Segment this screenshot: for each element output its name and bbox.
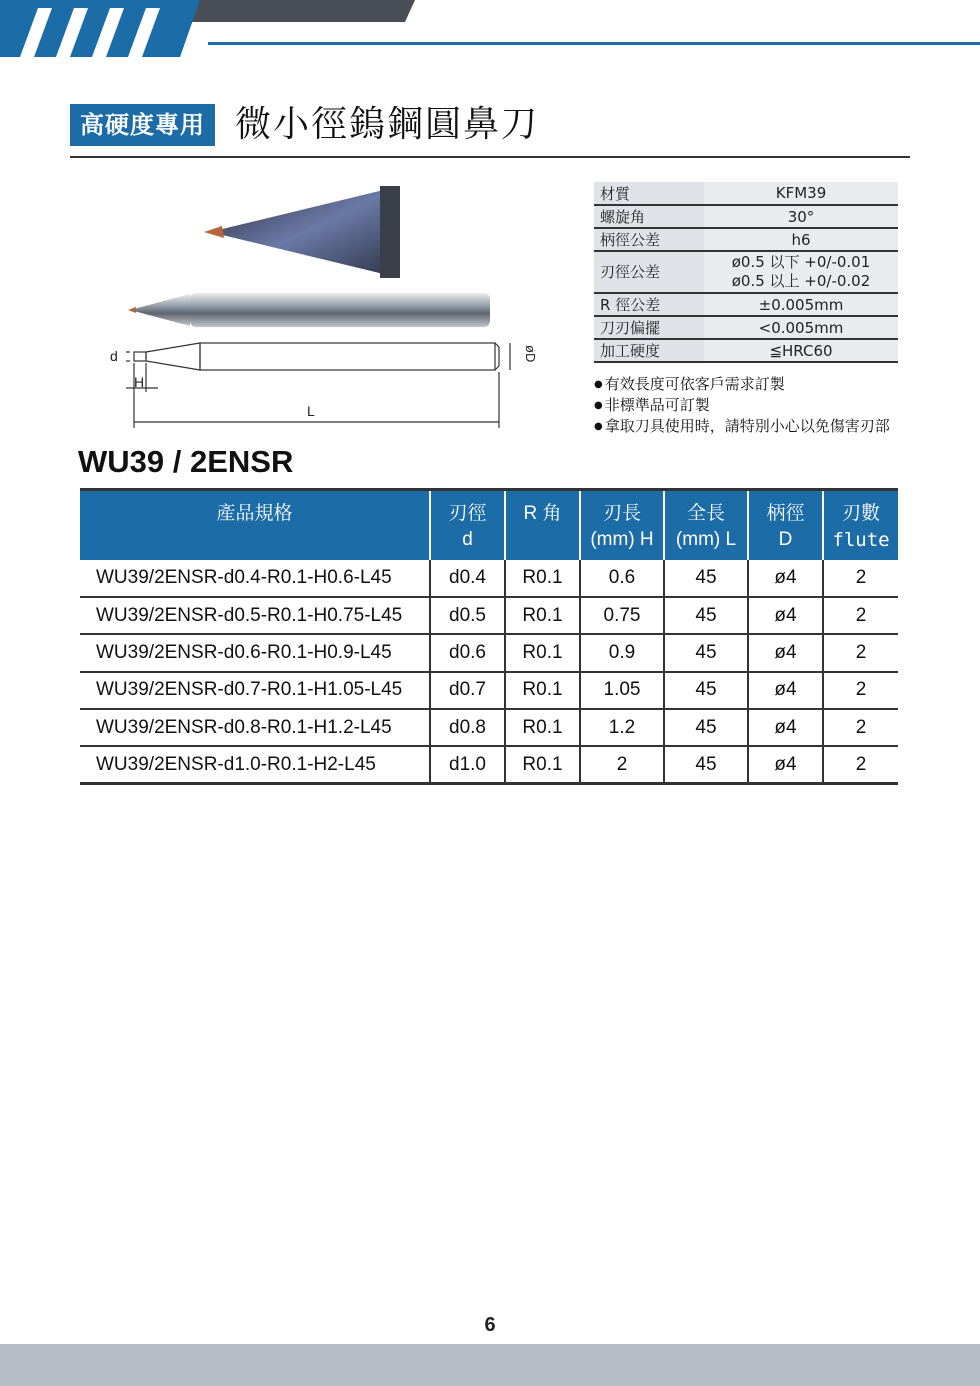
cell-flute: 2 bbox=[823, 746, 898, 783]
spec-value-line: ø0.5 以上 +0/-0.02 bbox=[731, 272, 871, 290]
cell-r: R0.1 bbox=[505, 560, 580, 597]
cell-l: 45 bbox=[664, 597, 748, 634]
table-row bbox=[80, 672, 898, 709]
cell-spec: WU39/2ENSR-d0.6-R0.1-H0.9-L45 bbox=[80, 634, 430, 671]
table-row bbox=[80, 709, 898, 746]
cell-d: d0.5 bbox=[430, 597, 505, 634]
category-badge: 高硬度專用 bbox=[70, 104, 215, 146]
spec-value-line: ø0.5 以下 +0/-0.01 bbox=[731, 253, 871, 271]
spec-key: R 徑公差 bbox=[594, 293, 704, 316]
footer-bar bbox=[0, 1344, 980, 1386]
cell-l: 45 bbox=[664, 672, 748, 709]
spec-key: 螺旋角 bbox=[594, 205, 704, 228]
header-total-length: 全長 (mm) L bbox=[664, 490, 748, 560]
cell-shank: ø4 bbox=[748, 597, 823, 634]
cell-flute: 2 bbox=[823, 560, 898, 597]
spec-value: ≦HRC60 bbox=[704, 339, 898, 362]
header-flute-length: 刃長 (mm) H bbox=[580, 490, 664, 560]
cell-spec: WU39/2ENSR-d0.7-R0.1-H1.05-L45 bbox=[80, 672, 430, 709]
header-diameter: 刃徑 d bbox=[430, 490, 505, 560]
spec-row bbox=[594, 339, 898, 362]
header-banner bbox=[0, 0, 980, 60]
spec-value: 30° bbox=[704, 205, 898, 228]
label-d: d bbox=[110, 348, 118, 364]
cell-d: d0.7 bbox=[430, 672, 505, 709]
spec-key: 刃徑公差 bbox=[594, 251, 704, 293]
cell-h: 0.6 bbox=[580, 560, 664, 597]
tool-drawing bbox=[100, 180, 540, 440]
spec-key: 加工硬度 bbox=[594, 339, 704, 362]
label-L: L bbox=[307, 403, 315, 419]
cell-spec: WU39/2ENSR-d0.4-R0.1-H0.6-L45 bbox=[80, 560, 430, 597]
cell-shank: ø4 bbox=[748, 709, 823, 746]
spec-value: <0.005mm bbox=[704, 316, 898, 339]
cell-h: 0.75 bbox=[580, 597, 664, 634]
spec-key: 材質 bbox=[594, 182, 704, 205]
cell-spec: WU39/2ENSR-d0.8-R0.1-H1.2-L45 bbox=[80, 709, 430, 746]
page-number: 6 bbox=[484, 1314, 496, 1336]
cell-flute: 2 bbox=[823, 634, 898, 671]
cell-r: R0.1 bbox=[505, 709, 580, 746]
table-row bbox=[80, 634, 898, 671]
cell-h: 1.05 bbox=[580, 672, 664, 709]
table-row bbox=[80, 560, 898, 597]
cell-spec: WU39/2ENSR-d0.5-R0.1-H0.75-L45 bbox=[80, 597, 430, 634]
cell-h: 1.2 bbox=[580, 709, 664, 746]
cell-flute: 2 bbox=[823, 672, 898, 709]
spec-value bbox=[704, 251, 898, 293]
note-item: ● 拿取刀具使用時，請特別小心以免傷害刃部 bbox=[594, 416, 890, 437]
cell-d: d1.0 bbox=[430, 746, 505, 783]
cell-d: d0.8 bbox=[430, 709, 505, 746]
cell-d: d0.6 bbox=[430, 634, 505, 671]
table-header-row bbox=[80, 490, 898, 560]
cell-shank: ø4 bbox=[748, 672, 823, 709]
spec-value: h6 bbox=[704, 228, 898, 251]
cell-l: 45 bbox=[664, 746, 748, 783]
tool-full-image bbox=[128, 293, 490, 327]
cell-r: R0.1 bbox=[505, 634, 580, 671]
spec-value: KFM39 bbox=[704, 182, 898, 205]
cell-l: 45 bbox=[664, 560, 748, 597]
page-title: 微小徑鎢鋼圓鼻刀 bbox=[235, 104, 540, 145]
spec-row bbox=[594, 316, 898, 339]
cell-shank: ø4 bbox=[748, 560, 823, 597]
cell-shank: ø4 bbox=[748, 634, 823, 671]
header-radius: R 角 bbox=[505, 490, 580, 560]
spec-row bbox=[594, 228, 898, 251]
header-rule bbox=[208, 42, 980, 45]
spec-row bbox=[594, 205, 898, 228]
spec-key: 柄徑公差 bbox=[594, 228, 704, 251]
header-flutes: 刃數 flute bbox=[823, 490, 898, 560]
table-row bbox=[80, 746, 898, 783]
cell-r: R0.1 bbox=[505, 597, 580, 634]
cell-r: R0.1 bbox=[505, 672, 580, 709]
tool-closeup-image bbox=[204, 186, 400, 278]
cell-l: 45 bbox=[664, 709, 748, 746]
spec-row bbox=[594, 182, 898, 205]
cell-l: 45 bbox=[664, 634, 748, 671]
cell-d: d0.4 bbox=[430, 560, 505, 597]
spec-table bbox=[594, 182, 898, 363]
cell-spec: WU39/2ENSR-d1.0-R0.1-H2-L45 bbox=[80, 746, 430, 783]
cell-shank: ø4 bbox=[748, 746, 823, 783]
cell-r: R0.1 bbox=[505, 746, 580, 783]
table-row bbox=[80, 597, 898, 634]
spec-key: 刀刃偏擺 bbox=[594, 316, 704, 339]
model-title: WU39 / 2ENSR bbox=[78, 444, 294, 479]
title-row bbox=[70, 100, 910, 158]
spec-row bbox=[594, 293, 898, 316]
note-item: ● 有效長度可依客戶需求訂製 bbox=[594, 374, 890, 395]
product-table bbox=[80, 488, 898, 785]
cell-flute: 2 bbox=[823, 709, 898, 746]
header-spec: 產品規格 bbox=[80, 490, 430, 560]
dimension-drawing bbox=[126, 343, 510, 428]
note-item: ● 非標準品可訂製 bbox=[594, 395, 890, 416]
spec-value: ±0.005mm bbox=[704, 293, 898, 316]
label-D: øD bbox=[523, 345, 538, 363]
spec-row bbox=[594, 251, 898, 293]
cell-h: 2 bbox=[580, 746, 664, 783]
notes-list bbox=[594, 374, 890, 437]
cell-flute: 2 bbox=[823, 597, 898, 634]
label-H: H bbox=[134, 374, 145, 390]
cell-h: 0.9 bbox=[580, 634, 664, 671]
header-shank: 柄徑 D bbox=[748, 490, 823, 560]
